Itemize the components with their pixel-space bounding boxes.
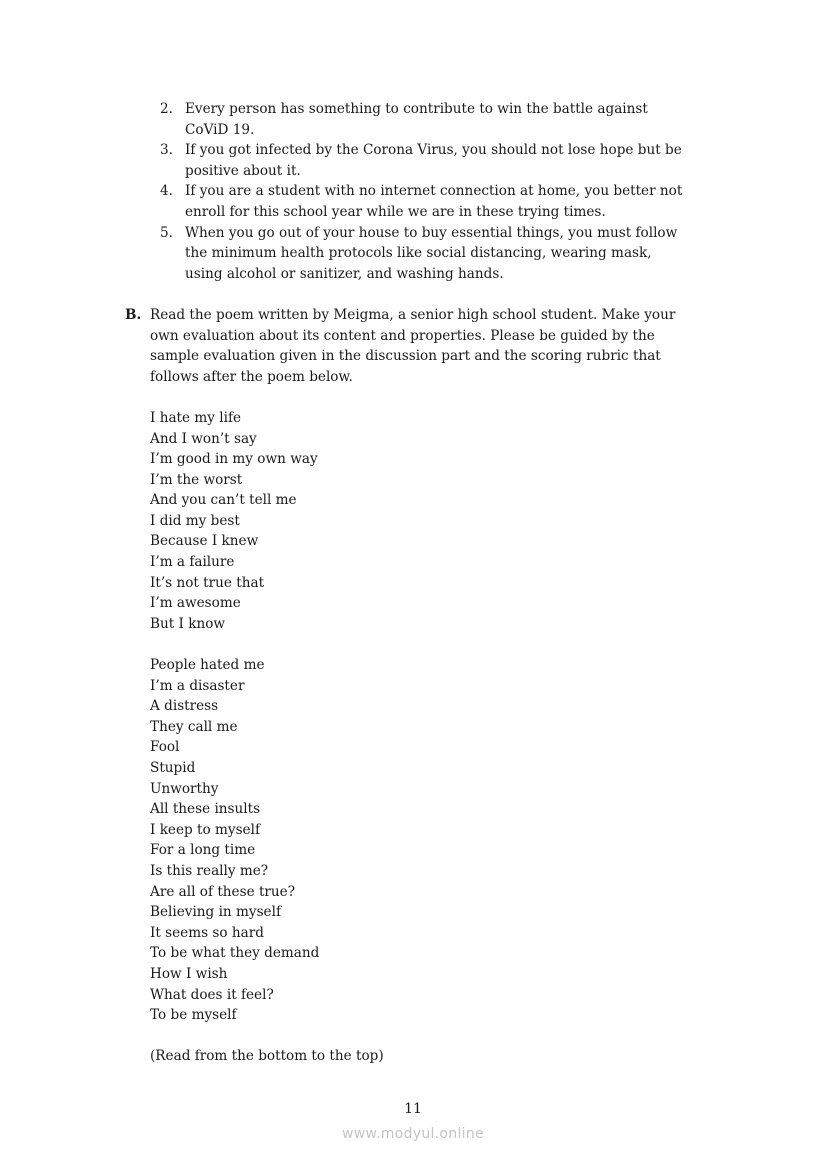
list-item-text: enroll for this school year while we are in these trying times.: [185, 203, 606, 220]
poem-line: [0, 511, 826, 532]
section-b-line: [0, 326, 826, 347]
poem-line: [0, 655, 826, 676]
poem-line: [0, 573, 826, 594]
poem-line: [0, 820, 826, 841]
list-item-text: positive about it.: [185, 162, 301, 179]
poem-line: [0, 1005, 826, 1026]
poem-line: [0, 614, 826, 635]
poem-line: [0, 696, 826, 717]
poem-line-text: For a long time: [150, 842, 256, 859]
poem-line: [0, 779, 826, 800]
list-item-text: the minimum health protocols like social distancing, wearing mask,: [185, 245, 652, 262]
list-item-line: [0, 120, 826, 141]
poem-line: [0, 840, 826, 861]
poem-line: [0, 449, 826, 470]
list-item-line: [0, 161, 826, 182]
poem-line: [0, 964, 826, 985]
poem-line: [0, 923, 826, 944]
poem-line-text: People hated me: [150, 657, 265, 674]
poem-line-text: Are all of these true?: [150, 883, 295, 900]
section-letter: B.: [125, 306, 142, 323]
list-number: 5.: [160, 224, 173, 241]
poem-line: [0, 882, 826, 903]
section-b-text: own evaluation about its content and properties. Please be guided by the: [150, 327, 655, 344]
poem-line: [0, 531, 826, 552]
poem-line-text: Believing in myself: [150, 904, 281, 921]
list-number: 2.: [160, 101, 173, 117]
poem-line-text: Is this really me?: [150, 862, 269, 879]
poem-line: [0, 470, 826, 491]
list-number: 4.: [160, 183, 173, 200]
poem-line-text: Fool: [150, 739, 180, 756]
list-item-text: Every person has something to contribute to win the battle against: [185, 101, 648, 117]
list-item-text: If you got infected by the Corona Virus, you should not lose hope but be: [185, 142, 682, 159]
section-b-line: [0, 367, 826, 388]
poem-line-text: I’m a failure: [150, 554, 235, 571]
list-item-line: [0, 99, 826, 120]
poem-line-text: It seems so hard: [150, 924, 264, 941]
poem-line-text: But I know: [150, 615, 226, 632]
poem-line: [0, 429, 826, 450]
section-b-line: [0, 305, 826, 326]
poem-line-text: And you can’t tell me: [150, 492, 297, 509]
list-item-line: [0, 243, 826, 264]
blank-line: [0, 284, 826, 305]
poem-line-text: To be what they demand: [150, 945, 320, 962]
poem-line-text: It’s not true that: [150, 574, 265, 591]
poem-line-text: I’m the worst: [150, 471, 243, 488]
list-item-line: [0, 223, 826, 244]
poem-note: [0, 1046, 826, 1067]
poem-line: [0, 717, 826, 738]
list-item-line: [0, 181, 826, 202]
list-item-line: [0, 202, 826, 223]
poem-line: [0, 758, 826, 779]
blank-line: [0, 387, 826, 408]
poem-line-text: I’m good in my own way: [150, 451, 318, 468]
blank-line: [0, 1026, 826, 1047]
poem-line-text: To be myself: [150, 1007, 237, 1024]
list-item-line: [0, 140, 826, 161]
poem-line: [0, 408, 826, 429]
blank-line: [0, 634, 826, 655]
poem-line-text: Unworthy: [150, 780, 219, 797]
poem-line: [0, 593, 826, 614]
list-item-text: CoViD 19.: [185, 121, 255, 138]
poem-line: [0, 985, 826, 1006]
section-b-line: [0, 346, 826, 367]
poem-line-text: All these insults: [150, 801, 261, 818]
list-number: 3.: [160, 142, 173, 159]
poem-line-text: A distress: [150, 698, 219, 715]
poem-line-text: I’m awesome: [150, 595, 241, 612]
poem-line: [0, 676, 826, 697]
poem-line: [0, 799, 826, 820]
poem-line-text: I hate my life: [150, 409, 242, 426]
section-b-text: follows after the poem below.: [150, 368, 353, 385]
poem-line-text: What does it feel?: [150, 986, 274, 1003]
poem-line-text: Because I knew: [150, 533, 259, 550]
list-item-text: using alcohol or sanitizer, and washing hands.: [185, 265, 504, 282]
section-b-text: sample evaluation given in the discussion part and the scoring rubric that: [150, 348, 661, 365]
poem-line: [0, 861, 826, 882]
poem-line-text: How I wish: [150, 965, 228, 982]
poem-line-text: And I won’t say: [150, 430, 257, 447]
list-item-line: [0, 264, 826, 285]
list-item-text: When you go out of your house to buy essential things, you must follow: [185, 224, 678, 241]
poem-line-text: I’m a disaster: [150, 677, 245, 694]
poem-line-text: They call me: [150, 718, 238, 735]
section-b-text: Read the poem written by Meigma, a senior high school student. Make your: [150, 306, 676, 323]
poem-line-text: Stupid: [150, 760, 196, 776]
list-item-text: If you are a student with no internet connection at home, you better not: [185, 183, 683, 200]
poem-line: [0, 737, 826, 758]
poem-line: [0, 490, 826, 511]
poem-line: [0, 902, 826, 923]
poem-line-text: I did my best: [150, 512, 240, 529]
poem-line: [0, 943, 826, 964]
poem-note-text: (Read from the bottom to the top): [150, 1048, 384, 1065]
document-body: [0, 99, 826, 1067]
poem-line: [0, 552, 826, 573]
poem-line-text: I keep to myself: [150, 821, 260, 838]
watermark: www.modyul.online: [342, 1126, 484, 1142]
page-number: 11: [404, 1101, 422, 1117]
